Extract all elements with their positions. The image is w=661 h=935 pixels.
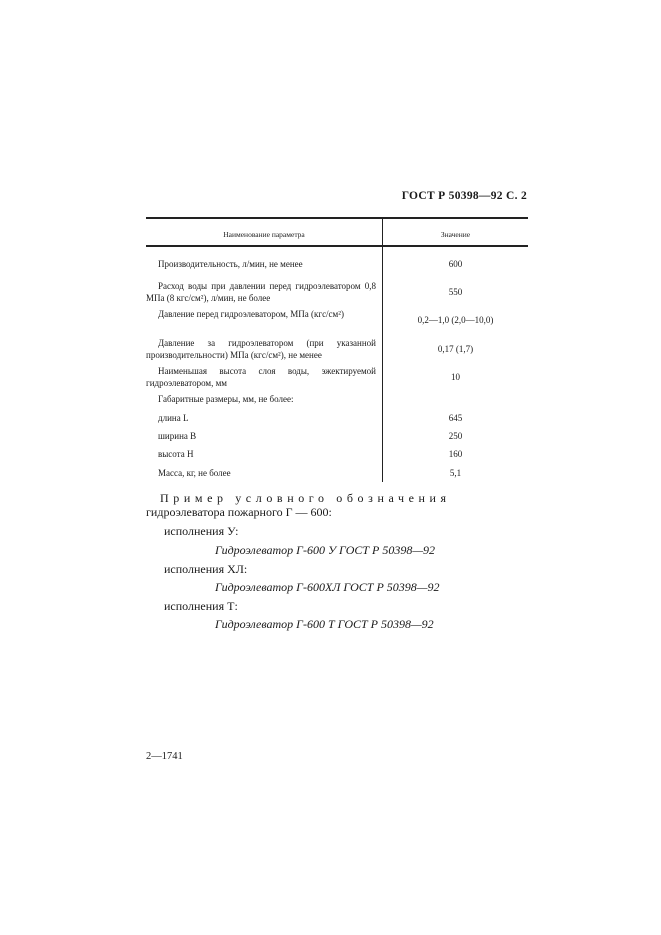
column-header-parameter: Наименование параметра (223, 230, 305, 239)
example-rest: гидроэлеватора пожарного Г — 600: (146, 505, 332, 519)
variant-label: исполнения ХЛ: (164, 562, 248, 576)
table-header-rule (146, 245, 528, 247)
parameter-name: Расход воды при давлении перед гидроэлеватором 0,8 МПа (8 кгс/см²), л/мин, не более (146, 281, 376, 303)
parameter-value: 0,2—1,0 (2,0—10,0) (417, 315, 494, 325)
variant-designation: Гидроэлеватор Г-600 Т ГОСТ Р 50398—92 (215, 617, 434, 631)
variant-designation: Гидроэлеватор Г-600ХЛ ГОСТ Р 50398—92 (215, 580, 440, 594)
parameter-name: высота H (158, 449, 194, 459)
example-lead: Пример условного обозначения (160, 491, 451, 505)
page-header-standard: ГОСТ Р 50398—92 С. 2 (401, 190, 527, 202)
parameter-name: Давление перед гидроэлеватором, МПа (кгс/см²) (158, 309, 344, 319)
parameter-name: Давление за гидроэлеватором (при указанной производительности) МПа (кгс/см²), не менее (146, 338, 376, 360)
parameter-value: 645 (448, 413, 463, 423)
parameter-value: 550 (448, 287, 463, 297)
parameter-value: 0,17 (1,7) (437, 344, 474, 354)
parameter-value: 600 (448, 259, 463, 269)
parameter-value: 5,1 (449, 468, 462, 478)
parameter-name: Наименьшая высота слоя воды, эжектируемой гидроэлеватором, мм (146, 366, 376, 388)
parameter-name: Масса, кг, не более (158, 468, 231, 478)
variant-label: исполнения Т: (164, 599, 238, 613)
page-footer-code: 2—1741 (146, 751, 183, 762)
parameter-name: Габаритные размеры, мм, не более: (158, 394, 294, 404)
column-header-value: Значение (440, 230, 471, 239)
variant-designation: Гидроэлеватор Г-600 У ГОСТ Р 50398—92 (215, 543, 436, 557)
parameter-name: длина L (158, 413, 189, 423)
variant-label: исполнения У: (164, 524, 239, 538)
parameter-value: 160 (448, 449, 463, 459)
parameter-name: ширина B (158, 431, 197, 441)
example-paragraph (146, 491, 530, 519)
parameter-value: 250 (448, 431, 463, 441)
table-top-rule (146, 217, 528, 219)
parameter-value: 10 (451, 372, 460, 382)
parameter-name: Производительность, л/мин, не менее (158, 259, 303, 269)
